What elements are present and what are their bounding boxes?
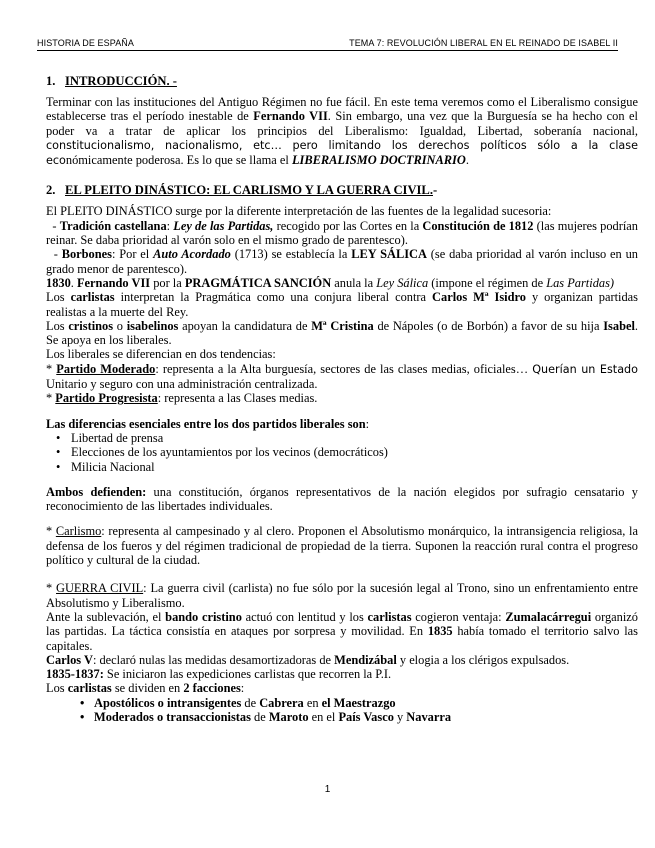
pragmatica-1830: 1830. Fernando VII por la PRAGMÁTICA SANCIÓN anula la Ley Sálica (impone el régimen de Las Partidas) (46, 275, 615, 290)
carlismo-paragraph: * Carlismo: representa al campesinado y al clero. Proponen el Absolutismo monárquico, la intransigencia religiosa, la defensa de los fueros y del régimen tradicional de propiedad de la tierra. Suponen la reacción rural contra el progreso político y cultural de la ciudad. (46, 524, 638, 568)
header-topic: TEMA 7: REVOLUCIÓN LIBERAL EN EL REINADO DE ISABEL II (349, 38, 618, 48)
carlistas-paragraph: Los carlistas interpretan la Pragmática como una conjura liberal contra Carlos Mª Isidro y organizan partidas realistas a la muerte del Rey. (46, 290, 638, 319)
facciones-intro: Los carlistas se dividen en 2 facciones: (46, 681, 245, 696)
diferencias-list (46, 431, 638, 474)
section-2-title: EL PLEITO DINÁSTICO: EL CARLISMO Y LA GUERRA CIVIL. (65, 183, 433, 198)
expediciones-paragraph: 1835-1837: Se iniciaron las expediciones carlistas que recorren la P.I. (46, 667, 392, 682)
facciones-list (46, 696, 638, 725)
liberales-tendencias: Los liberales se diferencian en dos tendencias: (46, 347, 276, 362)
borbones: - Borbones: Por el Auto Acordado (1713) se establecía la LEY SÁLICA (se daba prioridad al varón incluso en un grado menor de parentesco). (46, 247, 638, 276)
tradicion-castellana: - Tradición castellana: Ley de las Partidas, recogido por las Cortes en la Constitución de 1812 (las mujeres podrían reinar. Se daba prioridad al varón solo en el mismo grado de parentesco). (46, 218, 639, 248)
list-item: • Milicia Nacional (46, 460, 638, 474)
carlos-v-paragraph: Carlos V: declaró nulas las medidas desamortizadoras de Mendizábal y elogia a los clérigos expulsados. (46, 652, 570, 667)
header-subject: HISTORIA DE ESPAÑA (37, 38, 134, 48)
section-1-title: INTRODUCCIÓN. - (65, 74, 177, 88)
section-2-heading: 2. EL PLEITO DINÁSTICO: EL CARLISMO Y LA GUERRA CIVIL.- (46, 183, 438, 198)
diferencias-title: Las diferencias esenciales entre los dos partidos liberales son: (46, 416, 370, 431)
guerra-civil-paragraph: * GUERRA CIVIL: La guerra civil (carlista) no fue sólo por la sucesión legal al Trono, sino un enfrentamiento entre Absolutismo y Liberalismo. (46, 581, 639, 610)
pleito-intro: El PLEITO DINÁSTICO surge por la diferente interpretación de las fuentes de la legalidad sucesoria: (46, 204, 552, 219)
sublevacion-paragraph: Ante la sublevación, el bando cristino actuó con lentitud y los carlistas cogieron ventaja: Zumalacárregui organizó las partidas. La táctica consistía en ataques por sorpresa y movilidad. En 1835 había tomado el territorio salvo las capitales. (46, 609, 638, 653)
intro-paragraph: Terminar con las instituciones del Antiguo Régimen no fue fácil. En este tema veremos como el Liberalismo consigue establecerse tras el período inestable de Fernando VII. Sin embargo, una vez que la Burguesía se ha hecho con el poder va a tratar de aplicar los principios del Liberalismo: Igualdad, Libertad, soberanía nacional, constitucionalismo, nacionalismo, etc… pero limitando los derechos políticos sólo a la clase económicamente poderosa. Es lo que se llama el LIBERALISMO DOCTRINARIO. (46, 95, 638, 168)
list-item: • Elecciones de los ayuntamientos por los vecinos (democráticos) (46, 445, 638, 459)
page-header (37, 38, 618, 51)
list-item: • Moderados o transaccionistas de Maroto en el País Vasco y Navarra (46, 710, 638, 724)
section-1-heading: 1. INTRODUCCIÓN. - (46, 74, 177, 88)
document-body (46, 73, 638, 724)
partido-moderado: * Partido Moderado: representa a la Alta burguesía, sectores de las clases medias, oficiales… Querían un Estado Unitario y seguro con una administración centralizada. (46, 361, 638, 392)
partido-progresista: * Partido Progresista: representa a las Clases medias. (46, 391, 318, 406)
page-number: 1 (324, 784, 331, 795)
list-item: • Apostólicos o intransigentes de Cabrera en el Maestrazgo (46, 696, 638, 710)
ambos-defienden: Ambos defienden: una constitución, órganos representativos de la nación elegidos por sufragio censatario y reconocimiento de las libertades individuales. (46, 484, 638, 514)
cristinos-paragraph: Los cristinos o isabelinos apoyan la candidatura de Mª Cristina de Nápoles (o de Borbón) a favor de su hija Isabel. Se apoya en los liberales. (46, 318, 639, 348)
list-item: • Libertad de prensa (46, 431, 638, 445)
